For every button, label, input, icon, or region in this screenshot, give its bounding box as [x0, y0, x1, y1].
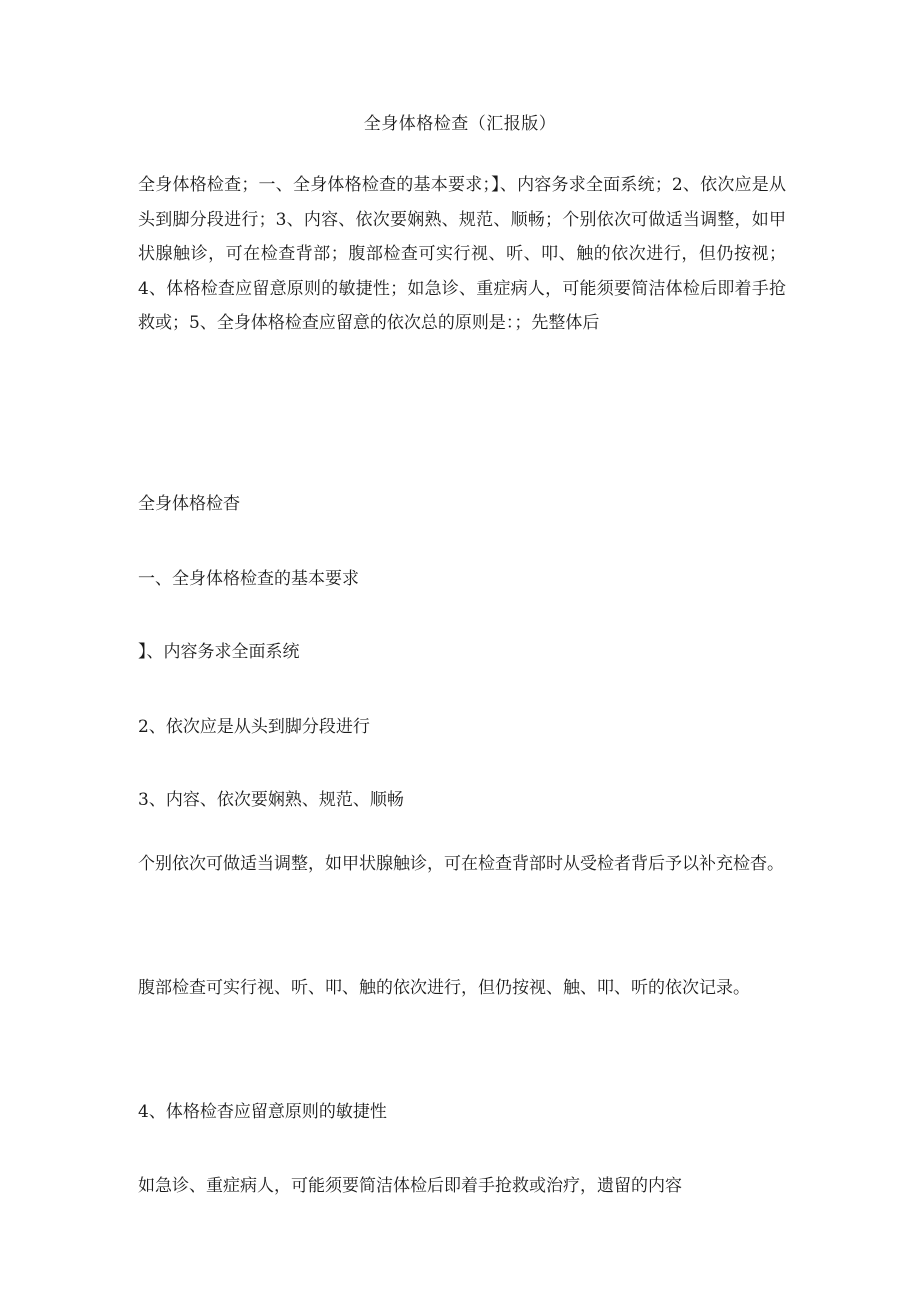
requirement-4: 4、体格检杳应留意原则的敏捷性: [138, 1102, 387, 1122]
section-heading: 全身体格检杳: [138, 494, 240, 514]
basic-requirements-heading: 一、全身体格检查的基本要求: [138, 569, 359, 589]
requirement-3: 3、内容、依次要娴熟、规范、顺畅: [138, 790, 404, 810]
thyroid-note-paragraph: 个别依次可做适当调整，如甲状腺触诊，可在检查背部时从受检者背后予以补充检杳。: [138, 854, 784, 874]
requirement-2: 2、依次应是从头到脚分段进行: [138, 717, 370, 737]
requirement-1: 】、内容务求全面系统: [138, 642, 300, 662]
emergency-note-paragraph: 如急诊、重症病人，可能须要简洁体检后即着手抢救或治疗，遗留的内容: [138, 1176, 682, 1196]
abdomen-note-paragraph: 腹部检查可实行视、听、叩、触的依次进行，但仍按视、触、叩、听的依次记录。: [138, 978, 750, 998]
document-title: 全身体格检查（汇报版）: [363, 114, 557, 134]
summary-paragraph: 全身体格检查；一、全身体格检查的基本要求；】、内容务求全面系统；2、依次应是从头到脚分段进行；3、内容、依次要娴熟、规范、顺畅；个别依次可做适当调整，如甲状腺触诊，可在检查背部；腹部检查可实行视、听、叩、触的依次进行，但仍按视；4、体格检查应留意原则的敏捷性；如急诊、重症病人，可能须要简洁体检后即着手抢救或；5、全身体格检查应留意的依次总的原则是：；先整体后: [138, 175, 786, 333]
